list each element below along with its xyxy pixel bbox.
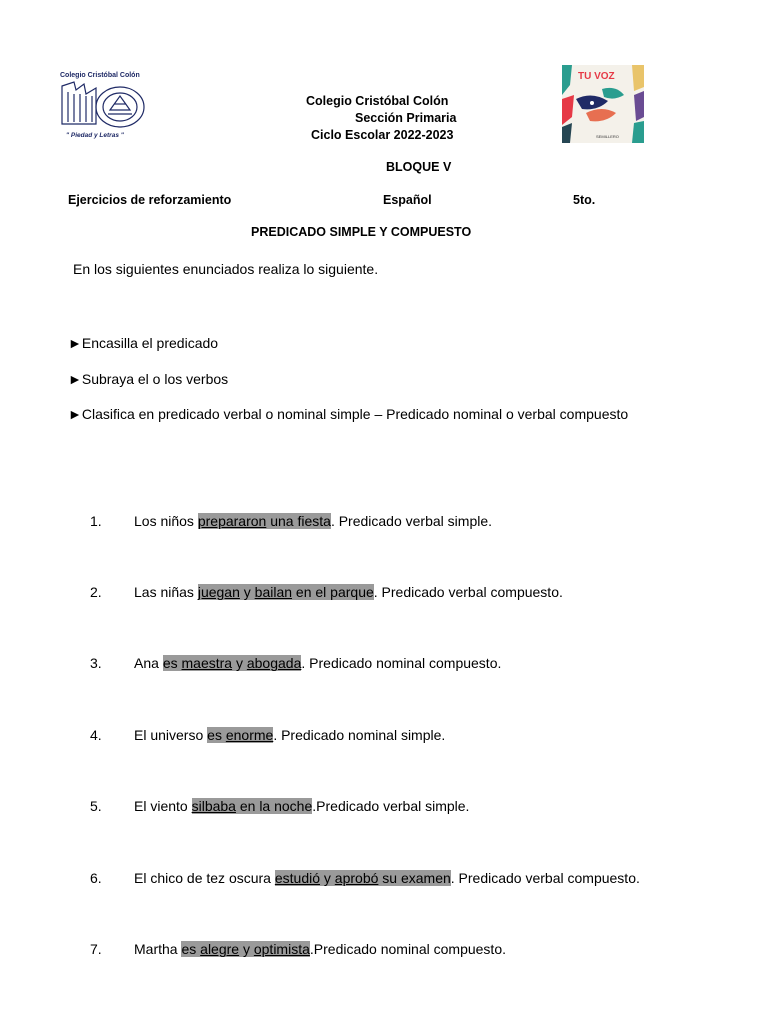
exercise-subject: Ana — [134, 655, 163, 671]
exercise-classification: . Predicado nominal simple. — [273, 727, 446, 743]
school-name: Colegio Cristóbal Colón — [306, 94, 449, 108]
predicate-box — [275, 870, 451, 886]
verb-underlined: prepararon — [197, 513, 267, 529]
exercise-classification: . Predicado verbal compuesto. — [450, 870, 640, 886]
predicate-text: y — [320, 870, 335, 886]
predicate-box — [198, 513, 331, 529]
exercise-sentence — [134, 941, 506, 957]
instruction-item: ►Encasilla el predicado — [68, 335, 219, 351]
instruction-item: ►Clasifica en predicado verbal o nominal simple – Predicado nominal o verbal compuesto — [68, 406, 629, 422]
tu-voz-logo-icon — [562, 65, 644, 143]
exercise-number: 6. — [90, 870, 102, 886]
verb-underlined: optimista — [253, 941, 310, 957]
grade-label: 5to. — [573, 193, 596, 207]
verb-underlined: maestra — [181, 655, 233, 671]
exercise-classification: . Predicado nominal compuesto. — [301, 655, 502, 671]
exercise-subject: El chico de tez oscura — [134, 870, 275, 886]
verb-underlined: abogada — [246, 655, 302, 671]
exercise-sentence — [134, 513, 492, 529]
verb-underlined: aprobó — [334, 870, 379, 886]
verb-underlined: juegan — [197, 584, 240, 600]
logo-brand-text: SEMILLERO — [596, 134, 619, 139]
exercise-sentence — [134, 655, 501, 671]
school-crest-icon — [58, 80, 150, 132]
exercise-number: 3. — [90, 655, 102, 671]
exercise-sentence — [134, 870, 640, 886]
school-logo — [58, 70, 158, 146]
predicate-box — [181, 941, 309, 957]
exercise-sentence — [134, 798, 469, 814]
predicate-box — [192, 798, 313, 814]
predicate-box — [198, 584, 374, 600]
predicate-text: es — [162, 655, 178, 671]
verb-underlined: alegre — [200, 941, 240, 957]
school-cycle: Ciclo Escolar 2022-2023 — [311, 128, 454, 142]
verb-underlined: enorme — [225, 727, 274, 743]
predicate-text: es — [207, 727, 222, 743]
predicate-text: y — [232, 655, 247, 671]
exercise-classification: .Predicado nominal compuesto. — [309, 941, 506, 957]
exercise-number: 1. — [90, 513, 102, 529]
section-name: Sección Primaria — [355, 111, 457, 125]
verb-underlined: estudió — [274, 870, 321, 886]
predicate-text: y — [239, 941, 254, 957]
exercise-subject: El viento — [134, 798, 192, 814]
verb-underlined: silbaba — [191, 798, 236, 814]
predicate-box — [207, 727, 273, 743]
exercise-sentence — [134, 727, 445, 743]
intro-text: En los siguientes enunciados realiza lo siguiente. — [73, 261, 379, 277]
predicate-box — [163, 655, 302, 671]
predicate-text: su examen — [378, 870, 451, 886]
exercise-subject: Los niños — [134, 513, 198, 529]
exercise-sentence — [134, 584, 563, 600]
logo-title-text: TU VOZ — [578, 71, 615, 82]
logo-motto: " Piedad y Letras " — [66, 132, 124, 139]
exercise-subject: El universo — [134, 727, 208, 743]
exercise-classification: .Predicado verbal simple. — [312, 798, 470, 814]
predicate-text: es — [181, 941, 197, 957]
predicate-text: una fiesta — [266, 513, 331, 529]
exercise-subject: Las niñas — [134, 584, 198, 600]
exercise-subject: Martha — [134, 941, 182, 957]
exercise-number: 4. — [90, 727, 102, 743]
block-label: BLOQUE V — [386, 160, 452, 174]
exercise-classification: . Predicado verbal simple. — [330, 513, 493, 529]
predicate-text: en el parque — [292, 584, 374, 600]
instruction-item: ►Subraya el o los verbos — [68, 371, 229, 387]
exercise-type: Ejercicios de reforzamiento — [68, 193, 232, 207]
exercise-classification: . Predicado verbal compuesto. — [373, 584, 563, 600]
exercise-number: 2. — [90, 584, 102, 600]
page-title: PREDICADO SIMPLE Y COMPUESTO — [251, 225, 472, 239]
verb-underlined: bailan — [254, 584, 293, 600]
exercise-number: 7. — [90, 941, 102, 957]
predicate-text: en la noche — [235, 798, 313, 814]
logo-school-name: Colegio Cristóbal Colón — [60, 72, 140, 79]
subject-name: Español — [383, 193, 432, 207]
predicate-text: y — [239, 584, 255, 600]
exercise-number: 5. — [90, 798, 102, 814]
